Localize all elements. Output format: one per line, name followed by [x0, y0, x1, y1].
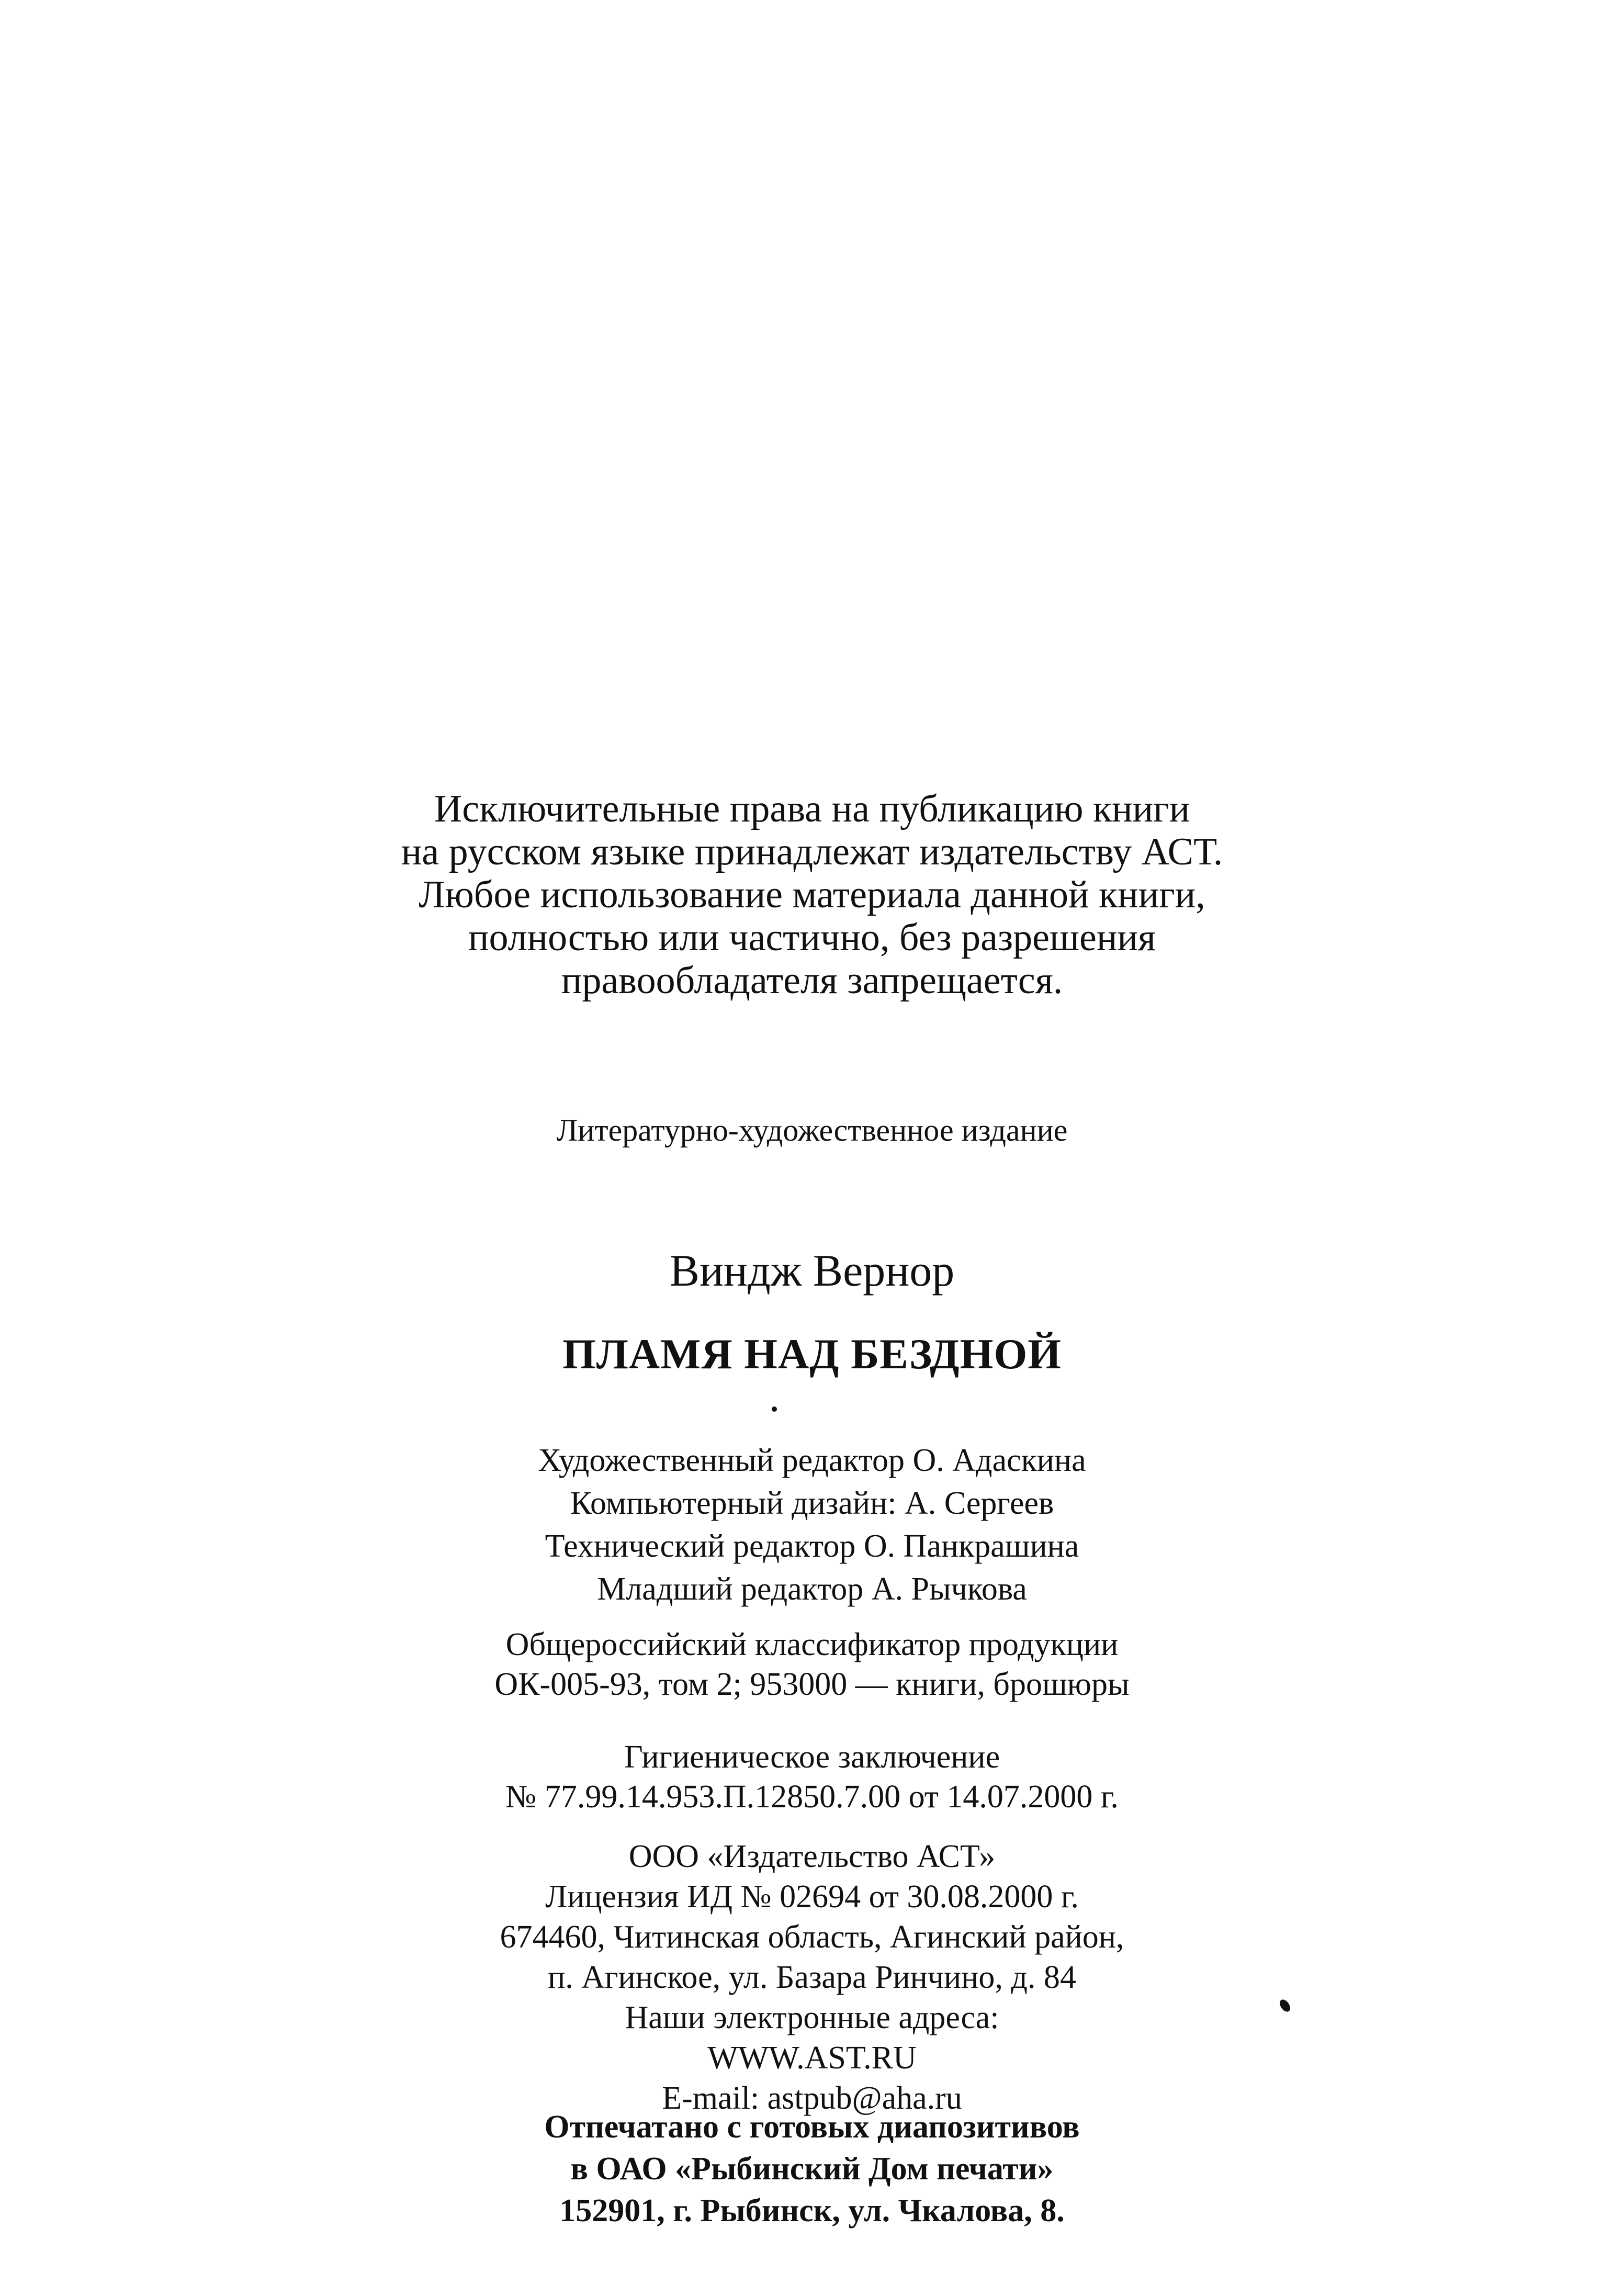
rights-notice-line: полностью или частично, без разрешения	[468, 916, 1156, 959]
credit-line: Художественный редактор О. Адаскина	[538, 1443, 1086, 1478]
book-author	[0, 1245, 1624, 1296]
editorial-credits	[0, 1439, 1624, 1611]
rights-notice-line: Любое использование материала данной книги,	[419, 873, 1205, 916]
classifier-line: Общероссийский классификатор продукции	[505, 1627, 1119, 1662]
publisher-line: п. Агинское, ул. Базара Ринчино, д. 84	[548, 1960, 1076, 1995]
publisher-line: ООО «Издательство АСТ»	[628, 1839, 996, 1874]
edition-genre	[0, 1112, 1624, 1149]
credit-line: Компьютерный дизайн: А. Сергеев	[570, 1486, 1054, 1521]
rights-notice-line: Исключительные права на публикацию книги	[434, 787, 1190, 830]
book-title-text: ПЛАМЯ НАД БЕЗДНОЙ	[562, 1330, 1062, 1378]
classifier-line: ОК-005-93, том 2; 953000 — книги, брошюры	[494, 1667, 1130, 1702]
printer-info	[0, 2106, 1624, 2232]
publisher-line: 674460, Читинская область, Агинский район,	[500, 1919, 1124, 1955]
credit-line: Младший редактор А. Рычкова	[597, 1571, 1027, 1607]
rights-notice	[0, 787, 1624, 1002]
printer-line: Отпечатано с готовых диапозитивов	[544, 2109, 1080, 2145]
rights-notice-line: правообладателя запрещается.	[561, 959, 1063, 1002]
publisher-info	[0, 1837, 1624, 2119]
printer-line: 152901, г. Рыбинск, ул. Чкалова, 8.	[559, 2193, 1065, 2229]
rights-notice-line: на русском языке принадлежат издательству АСТ.	[401, 830, 1223, 873]
publisher-email: E-mail: astpub@aha.ru	[662, 2080, 962, 2116]
product-classifier	[0, 1625, 1624, 1704]
hygiene-line: Гигиеническое заключение	[624, 1739, 1000, 1775]
print-speck	[772, 1406, 777, 1412]
hygiene-certificate	[0, 1737, 1624, 1817]
book-title	[0, 1329, 1624, 1379]
printer-line: в ОАО «Рыбинский Дом печати»	[570, 2151, 1054, 2187]
hygiene-line: № 77.99.14.953.П.12850.7.00 от 14.07.2000 г.	[505, 1779, 1119, 1815]
publisher-website: WWW.AST.RU	[707, 2040, 917, 2076]
publisher-line: Лицензия ИД № 02694 от 30.08.2000 г.	[545, 1879, 1079, 1915]
credit-line: Технический редактор О. Панкрашина	[545, 1528, 1079, 1564]
book-author-text: Виндж Вернор	[669, 1245, 955, 1296]
publisher-line: Наши электронные адреса:	[625, 2000, 999, 2035]
edition-genre-text: Литературно-художественное издание	[556, 1113, 1068, 1147]
